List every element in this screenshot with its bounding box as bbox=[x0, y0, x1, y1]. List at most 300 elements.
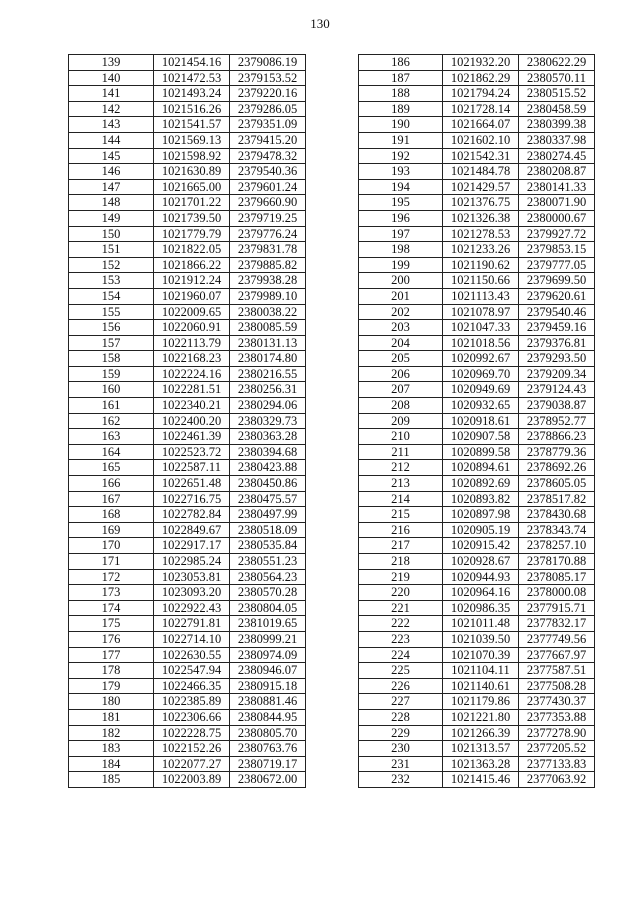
point-number-cell: 192 bbox=[359, 148, 443, 164]
y-coordinate-cell: 2379776.24 bbox=[230, 226, 306, 242]
point-number-cell: 168 bbox=[69, 507, 154, 523]
point-number-cell: 227 bbox=[359, 694, 443, 710]
table-row bbox=[359, 741, 595, 757]
y-coordinate-cell: 2379660.90 bbox=[230, 195, 306, 211]
table-row bbox=[359, 585, 595, 601]
point-number-cell: 225 bbox=[359, 663, 443, 679]
y-coordinate-cell: 2380672.00 bbox=[230, 772, 306, 788]
point-number-cell: 176 bbox=[69, 631, 154, 647]
x-coordinate-cell: 1020893.82 bbox=[443, 491, 519, 507]
point-number-cell: 167 bbox=[69, 491, 154, 507]
point-number-cell: 177 bbox=[69, 647, 154, 663]
point-number-cell: 180 bbox=[69, 694, 154, 710]
point-number-cell: 218 bbox=[359, 554, 443, 570]
y-coordinate-cell: 2378430.68 bbox=[519, 507, 595, 523]
point-number-cell: 145 bbox=[69, 148, 154, 164]
point-number-cell: 165 bbox=[69, 460, 154, 476]
y-coordinate-cell: 2379153.52 bbox=[230, 70, 306, 86]
y-coordinate-cell: 2379209.34 bbox=[519, 366, 595, 382]
x-coordinate-cell: 1020928.67 bbox=[443, 554, 519, 570]
table-row bbox=[69, 86, 306, 102]
y-coordinate-cell: 2380763.76 bbox=[230, 741, 306, 757]
y-coordinate-cell: 2380535.84 bbox=[230, 538, 306, 554]
table-row bbox=[359, 772, 595, 788]
point-number-cell: 187 bbox=[359, 70, 443, 86]
y-coordinate-cell: 2380085.59 bbox=[230, 320, 306, 336]
point-number-cell: 196 bbox=[359, 210, 443, 226]
y-coordinate-cell: 2377063.92 bbox=[519, 772, 595, 788]
table-row bbox=[359, 55, 595, 71]
point-number-cell: 166 bbox=[69, 476, 154, 492]
y-coordinate-cell: 2377353.88 bbox=[519, 709, 595, 725]
x-coordinate-cell: 1022113.79 bbox=[154, 335, 230, 351]
point-number-cell: 228 bbox=[359, 709, 443, 725]
point-number-cell: 193 bbox=[359, 164, 443, 180]
x-coordinate-cell: 1022716.75 bbox=[154, 491, 230, 507]
x-coordinate-cell: 1022782.84 bbox=[154, 507, 230, 523]
y-coordinate-cell: 2379220.16 bbox=[230, 86, 306, 102]
y-coordinate-cell: 2379699.50 bbox=[519, 273, 595, 289]
point-number-cell: 215 bbox=[359, 507, 443, 523]
x-coordinate-cell: 1021664.07 bbox=[443, 117, 519, 133]
table-row bbox=[359, 554, 595, 570]
table-row bbox=[69, 148, 306, 164]
point-number-cell: 161 bbox=[69, 398, 154, 414]
table-row bbox=[69, 725, 306, 741]
table-row bbox=[69, 569, 306, 585]
y-coordinate-cell: 2378000.08 bbox=[519, 585, 595, 601]
table-row bbox=[69, 460, 306, 476]
y-coordinate-cell: 2377915.71 bbox=[519, 600, 595, 616]
x-coordinate-cell: 1020915.42 bbox=[443, 538, 519, 554]
point-number-cell: 224 bbox=[359, 647, 443, 663]
point-number-cell: 159 bbox=[69, 366, 154, 382]
table-row bbox=[359, 257, 595, 273]
y-coordinate-cell: 2379351.09 bbox=[230, 117, 306, 133]
table-row bbox=[359, 179, 595, 195]
y-coordinate-cell: 2378343.74 bbox=[519, 522, 595, 538]
point-number-cell: 152 bbox=[69, 257, 154, 273]
x-coordinate-cell: 1021326.38 bbox=[443, 210, 519, 226]
x-coordinate-cell: 1021233.26 bbox=[443, 242, 519, 258]
point-number-cell: 184 bbox=[69, 756, 154, 772]
y-coordinate-cell: 2379885.82 bbox=[230, 257, 306, 273]
table-row bbox=[359, 538, 595, 554]
table-row bbox=[69, 117, 306, 133]
y-coordinate-cell: 2380131.13 bbox=[230, 335, 306, 351]
point-number-cell: 210 bbox=[359, 429, 443, 445]
table-row bbox=[69, 55, 306, 71]
x-coordinate-cell: 1022466.35 bbox=[154, 678, 230, 694]
point-number-cell: 144 bbox=[69, 132, 154, 148]
table-row bbox=[69, 304, 306, 320]
point-number-cell: 182 bbox=[69, 725, 154, 741]
point-number-cell: 194 bbox=[359, 179, 443, 195]
point-number-cell: 200 bbox=[359, 273, 443, 289]
table-row bbox=[359, 320, 595, 336]
x-coordinate-cell: 1021728.14 bbox=[443, 101, 519, 117]
point-number-cell: 222 bbox=[359, 616, 443, 632]
table-row bbox=[359, 210, 595, 226]
table-row bbox=[359, 86, 595, 102]
y-coordinate-cell: 2380363.28 bbox=[230, 429, 306, 445]
table-row bbox=[359, 429, 595, 445]
table-row bbox=[359, 413, 595, 429]
table-row bbox=[69, 351, 306, 367]
y-coordinate-cell: 2378779.36 bbox=[519, 444, 595, 460]
point-number-cell: 139 bbox=[69, 55, 154, 71]
x-coordinate-cell: 1022228.75 bbox=[154, 725, 230, 741]
x-coordinate-cell: 1020894.61 bbox=[443, 460, 519, 476]
y-coordinate-cell: 2380294.06 bbox=[230, 398, 306, 414]
y-coordinate-cell: 2380000.67 bbox=[519, 210, 595, 226]
table-row bbox=[359, 694, 595, 710]
y-coordinate-cell: 2380518.09 bbox=[230, 522, 306, 538]
table-row bbox=[69, 132, 306, 148]
y-coordinate-cell: 2380071.90 bbox=[519, 195, 595, 211]
x-coordinate-cell: 1021104.11 bbox=[443, 663, 519, 679]
y-coordinate-cell: 2378952.77 bbox=[519, 413, 595, 429]
x-coordinate-cell: 1021701.22 bbox=[154, 195, 230, 211]
table-row bbox=[359, 70, 595, 86]
y-coordinate-cell: 2380497.99 bbox=[230, 507, 306, 523]
point-number-cell: 231 bbox=[359, 756, 443, 772]
table-row bbox=[359, 164, 595, 180]
point-number-cell: 195 bbox=[359, 195, 443, 211]
table-row bbox=[69, 366, 306, 382]
y-coordinate-cell: 2380399.38 bbox=[519, 117, 595, 133]
table-row bbox=[69, 538, 306, 554]
table-row bbox=[69, 195, 306, 211]
point-number-cell: 190 bbox=[359, 117, 443, 133]
y-coordinate-cell: 2380329.73 bbox=[230, 413, 306, 429]
table-row bbox=[69, 600, 306, 616]
point-number-cell: 189 bbox=[359, 101, 443, 117]
point-number-cell: 207 bbox=[359, 382, 443, 398]
y-coordinate-cell: 2377133.83 bbox=[519, 756, 595, 772]
point-number-cell: 217 bbox=[359, 538, 443, 554]
y-coordinate-cell: 2380999.21 bbox=[230, 631, 306, 647]
x-coordinate-cell: 1022917.17 bbox=[154, 538, 230, 554]
table-row bbox=[69, 257, 306, 273]
x-coordinate-cell: 1021078.97 bbox=[443, 304, 519, 320]
x-coordinate-cell: 1021113.43 bbox=[443, 288, 519, 304]
point-number-cell: 199 bbox=[359, 257, 443, 273]
y-coordinate-cell: 2377667.97 bbox=[519, 647, 595, 663]
y-coordinate-cell: 2379853.15 bbox=[519, 242, 595, 258]
x-coordinate-cell: 1022791.81 bbox=[154, 616, 230, 632]
point-number-cell: 185 bbox=[69, 772, 154, 788]
point-number-cell: 154 bbox=[69, 288, 154, 304]
point-number-cell: 158 bbox=[69, 351, 154, 367]
table-row bbox=[359, 647, 595, 663]
y-coordinate-cell: 2380844.95 bbox=[230, 709, 306, 725]
y-coordinate-cell: 2379601.24 bbox=[230, 179, 306, 195]
x-coordinate-cell: 1021415.46 bbox=[443, 772, 519, 788]
table-row bbox=[69, 398, 306, 414]
table-row bbox=[359, 226, 595, 242]
y-coordinate-cell: 2379938.28 bbox=[230, 273, 306, 289]
x-coordinate-cell: 1022168.23 bbox=[154, 351, 230, 367]
y-coordinate-cell: 2377587.51 bbox=[519, 663, 595, 679]
point-number-cell: 164 bbox=[69, 444, 154, 460]
y-coordinate-cell: 2380915.18 bbox=[230, 678, 306, 694]
point-number-cell: 208 bbox=[359, 398, 443, 414]
point-number-cell: 153 bbox=[69, 273, 154, 289]
x-coordinate-cell: 1021960.07 bbox=[154, 288, 230, 304]
y-coordinate-cell: 2380881.46 bbox=[230, 694, 306, 710]
y-coordinate-cell: 2380141.33 bbox=[519, 179, 595, 195]
y-coordinate-cell: 2377832.17 bbox=[519, 616, 595, 632]
y-coordinate-cell: 2379124.43 bbox=[519, 382, 595, 398]
x-coordinate-cell: 1022281.51 bbox=[154, 382, 230, 398]
x-coordinate-cell: 1021190.62 bbox=[443, 257, 519, 273]
table-row bbox=[359, 288, 595, 304]
x-coordinate-cell: 1022009.65 bbox=[154, 304, 230, 320]
point-number-cell: 160 bbox=[69, 382, 154, 398]
point-number-cell: 212 bbox=[359, 460, 443, 476]
table-row bbox=[69, 413, 306, 429]
point-number-cell: 191 bbox=[359, 132, 443, 148]
x-coordinate-cell: 1020969.70 bbox=[443, 366, 519, 382]
x-coordinate-cell: 1021150.66 bbox=[443, 273, 519, 289]
point-number-cell: 178 bbox=[69, 663, 154, 679]
x-coordinate-cell: 1021039.50 bbox=[443, 631, 519, 647]
y-coordinate-cell: 2377278.90 bbox=[519, 725, 595, 741]
x-coordinate-cell: 1022385.89 bbox=[154, 694, 230, 710]
y-coordinate-cell: 2380974.09 bbox=[230, 647, 306, 663]
y-coordinate-cell: 2378257.10 bbox=[519, 538, 595, 554]
y-coordinate-cell: 2380515.52 bbox=[519, 86, 595, 102]
table-row bbox=[359, 600, 595, 616]
table-row bbox=[359, 195, 595, 211]
table-row bbox=[359, 444, 595, 460]
x-coordinate-cell: 1021822.05 bbox=[154, 242, 230, 258]
x-coordinate-cell: 1022630.55 bbox=[154, 647, 230, 663]
x-coordinate-cell: 1022224.16 bbox=[154, 366, 230, 382]
x-coordinate-cell: 1022060.91 bbox=[154, 320, 230, 336]
point-number-cell: 209 bbox=[359, 413, 443, 429]
y-coordinate-cell: 2381019.65 bbox=[230, 616, 306, 632]
table-row bbox=[69, 616, 306, 632]
table-row bbox=[359, 709, 595, 725]
y-coordinate-cell: 2380570.11 bbox=[519, 70, 595, 86]
x-coordinate-cell: 1022547.94 bbox=[154, 663, 230, 679]
point-number-cell: 149 bbox=[69, 210, 154, 226]
table-row bbox=[69, 476, 306, 492]
point-number-cell: 175 bbox=[69, 616, 154, 632]
point-number-cell: 202 bbox=[359, 304, 443, 320]
table-row bbox=[359, 273, 595, 289]
table-row bbox=[69, 756, 306, 772]
table-row bbox=[359, 507, 595, 523]
x-coordinate-cell: 1021429.57 bbox=[443, 179, 519, 195]
point-number-cell: 147 bbox=[69, 179, 154, 195]
x-coordinate-cell: 1021472.53 bbox=[154, 70, 230, 86]
point-number-cell: 213 bbox=[359, 476, 443, 492]
table-row bbox=[359, 101, 595, 117]
table-row bbox=[69, 429, 306, 445]
table-row bbox=[359, 304, 595, 320]
point-number-cell: 151 bbox=[69, 242, 154, 258]
table-row bbox=[69, 631, 306, 647]
table-row bbox=[69, 663, 306, 679]
coordinates-table-body bbox=[69, 55, 306, 788]
point-number-cell: 174 bbox=[69, 600, 154, 616]
x-coordinate-cell: 1020986.35 bbox=[443, 600, 519, 616]
table-row bbox=[359, 491, 595, 507]
x-coordinate-cell: 1022651.48 bbox=[154, 476, 230, 492]
x-coordinate-cell: 1021221.80 bbox=[443, 709, 519, 725]
point-number-cell: 229 bbox=[359, 725, 443, 741]
table-row bbox=[359, 382, 595, 398]
x-coordinate-cell: 1022077.27 bbox=[154, 756, 230, 772]
y-coordinate-cell: 2380274.45 bbox=[519, 148, 595, 164]
point-number-cell: 186 bbox=[359, 55, 443, 71]
x-coordinate-cell: 1021779.79 bbox=[154, 226, 230, 242]
y-coordinate-cell: 2380805.70 bbox=[230, 725, 306, 741]
x-coordinate-cell: 1022152.26 bbox=[154, 741, 230, 757]
point-number-cell: 148 bbox=[69, 195, 154, 211]
x-coordinate-cell: 1021602.10 bbox=[443, 132, 519, 148]
table-row bbox=[69, 741, 306, 757]
table-row bbox=[69, 288, 306, 304]
table-row bbox=[69, 382, 306, 398]
point-number-cell: 142 bbox=[69, 101, 154, 117]
x-coordinate-cell: 1021541.57 bbox=[154, 117, 230, 133]
x-coordinate-cell: 1022340.21 bbox=[154, 398, 230, 414]
point-number-cell: 183 bbox=[69, 741, 154, 757]
point-number-cell: 232 bbox=[359, 772, 443, 788]
coordinates-table-right bbox=[358, 54, 595, 788]
point-number-cell: 163 bbox=[69, 429, 154, 445]
x-coordinate-cell: 1020892.69 bbox=[443, 476, 519, 492]
x-coordinate-cell: 1021542.31 bbox=[443, 148, 519, 164]
point-number-cell: 219 bbox=[359, 569, 443, 585]
point-number-cell: 156 bbox=[69, 320, 154, 336]
point-number-cell: 221 bbox=[359, 600, 443, 616]
x-coordinate-cell: 1021179.86 bbox=[443, 694, 519, 710]
coordinates-table-body bbox=[359, 55, 595, 788]
table-row bbox=[69, 101, 306, 117]
x-coordinate-cell: 1021363.28 bbox=[443, 756, 519, 772]
y-coordinate-cell: 2379620.61 bbox=[519, 288, 595, 304]
point-number-cell: 141 bbox=[69, 86, 154, 102]
table-row bbox=[69, 210, 306, 226]
point-number-cell: 204 bbox=[359, 335, 443, 351]
table-row bbox=[69, 273, 306, 289]
table-row bbox=[69, 70, 306, 86]
table-row bbox=[359, 678, 595, 694]
table-row bbox=[359, 522, 595, 538]
point-number-cell: 197 bbox=[359, 226, 443, 242]
y-coordinate-cell: 2380216.55 bbox=[230, 366, 306, 382]
x-coordinate-cell: 1021018.56 bbox=[443, 335, 519, 351]
table-row bbox=[359, 631, 595, 647]
x-coordinate-cell: 1021493.24 bbox=[154, 86, 230, 102]
x-coordinate-cell: 1022523.72 bbox=[154, 444, 230, 460]
y-coordinate-cell: 2379777.05 bbox=[519, 257, 595, 273]
y-coordinate-cell: 2379989.10 bbox=[230, 288, 306, 304]
table-row bbox=[69, 164, 306, 180]
x-coordinate-cell: 1021047.33 bbox=[443, 320, 519, 336]
point-number-cell: 162 bbox=[69, 413, 154, 429]
point-number-cell: 216 bbox=[359, 522, 443, 538]
x-coordinate-cell: 1021516.26 bbox=[154, 101, 230, 117]
y-coordinate-cell: 2380719.17 bbox=[230, 756, 306, 772]
y-coordinate-cell: 2380570.28 bbox=[230, 585, 306, 601]
x-coordinate-cell: 1020992.67 bbox=[443, 351, 519, 367]
x-coordinate-cell: 1022714.10 bbox=[154, 631, 230, 647]
x-coordinate-cell: 1022922.43 bbox=[154, 600, 230, 616]
point-number-cell: 226 bbox=[359, 678, 443, 694]
table-row bbox=[69, 694, 306, 710]
point-number-cell: 230 bbox=[359, 741, 443, 757]
y-coordinate-cell: 2377430.37 bbox=[519, 694, 595, 710]
table-row bbox=[69, 678, 306, 694]
y-coordinate-cell: 2379293.50 bbox=[519, 351, 595, 367]
point-number-cell: 150 bbox=[69, 226, 154, 242]
point-number-cell: 155 bbox=[69, 304, 154, 320]
x-coordinate-cell: 1021794.24 bbox=[443, 86, 519, 102]
table-row bbox=[69, 585, 306, 601]
y-coordinate-cell: 2378085.17 bbox=[519, 569, 595, 585]
table-row bbox=[359, 569, 595, 585]
y-coordinate-cell: 2380337.98 bbox=[519, 132, 595, 148]
table-row bbox=[359, 148, 595, 164]
x-coordinate-cell: 1021665.00 bbox=[154, 179, 230, 195]
x-coordinate-cell: 1022400.20 bbox=[154, 413, 230, 429]
y-coordinate-cell: 2377749.56 bbox=[519, 631, 595, 647]
y-coordinate-cell: 2379459.16 bbox=[519, 320, 595, 336]
table-row bbox=[69, 444, 306, 460]
x-coordinate-cell: 1021866.22 bbox=[154, 257, 230, 273]
table-row bbox=[359, 460, 595, 476]
table-row bbox=[69, 320, 306, 336]
x-coordinate-cell: 1020907.58 bbox=[443, 429, 519, 445]
x-coordinate-cell: 1021630.89 bbox=[154, 164, 230, 180]
y-coordinate-cell: 2379927.72 bbox=[519, 226, 595, 242]
page-number: 130 bbox=[310, 16, 330, 31]
x-coordinate-cell: 1020964.16 bbox=[443, 585, 519, 601]
x-coordinate-cell: 1022587.11 bbox=[154, 460, 230, 476]
point-number-cell: 146 bbox=[69, 164, 154, 180]
table-row bbox=[69, 554, 306, 570]
table-row bbox=[359, 132, 595, 148]
point-number-cell: 171 bbox=[69, 554, 154, 570]
x-coordinate-cell: 1021140.61 bbox=[443, 678, 519, 694]
table-row bbox=[69, 179, 306, 195]
x-coordinate-cell: 1021011.48 bbox=[443, 616, 519, 632]
x-coordinate-cell: 1021278.53 bbox=[443, 226, 519, 242]
x-coordinate-cell: 1021376.75 bbox=[443, 195, 519, 211]
x-coordinate-cell: 1020897.98 bbox=[443, 507, 519, 523]
point-number-cell: 211 bbox=[359, 444, 443, 460]
y-coordinate-cell: 2379376.81 bbox=[519, 335, 595, 351]
y-coordinate-cell: 2377508.28 bbox=[519, 678, 595, 694]
table-row bbox=[69, 522, 306, 538]
y-coordinate-cell: 2379478.32 bbox=[230, 148, 306, 164]
x-coordinate-cell: 1021454.16 bbox=[154, 55, 230, 71]
y-coordinate-cell: 2379719.25 bbox=[230, 210, 306, 226]
point-number-cell: 201 bbox=[359, 288, 443, 304]
y-coordinate-cell: 2380038.22 bbox=[230, 304, 306, 320]
table-row bbox=[359, 476, 595, 492]
x-coordinate-cell: 1020932.65 bbox=[443, 398, 519, 414]
table-row bbox=[359, 756, 595, 772]
point-number-cell: 172 bbox=[69, 569, 154, 585]
x-coordinate-cell: 1023093.20 bbox=[154, 585, 230, 601]
